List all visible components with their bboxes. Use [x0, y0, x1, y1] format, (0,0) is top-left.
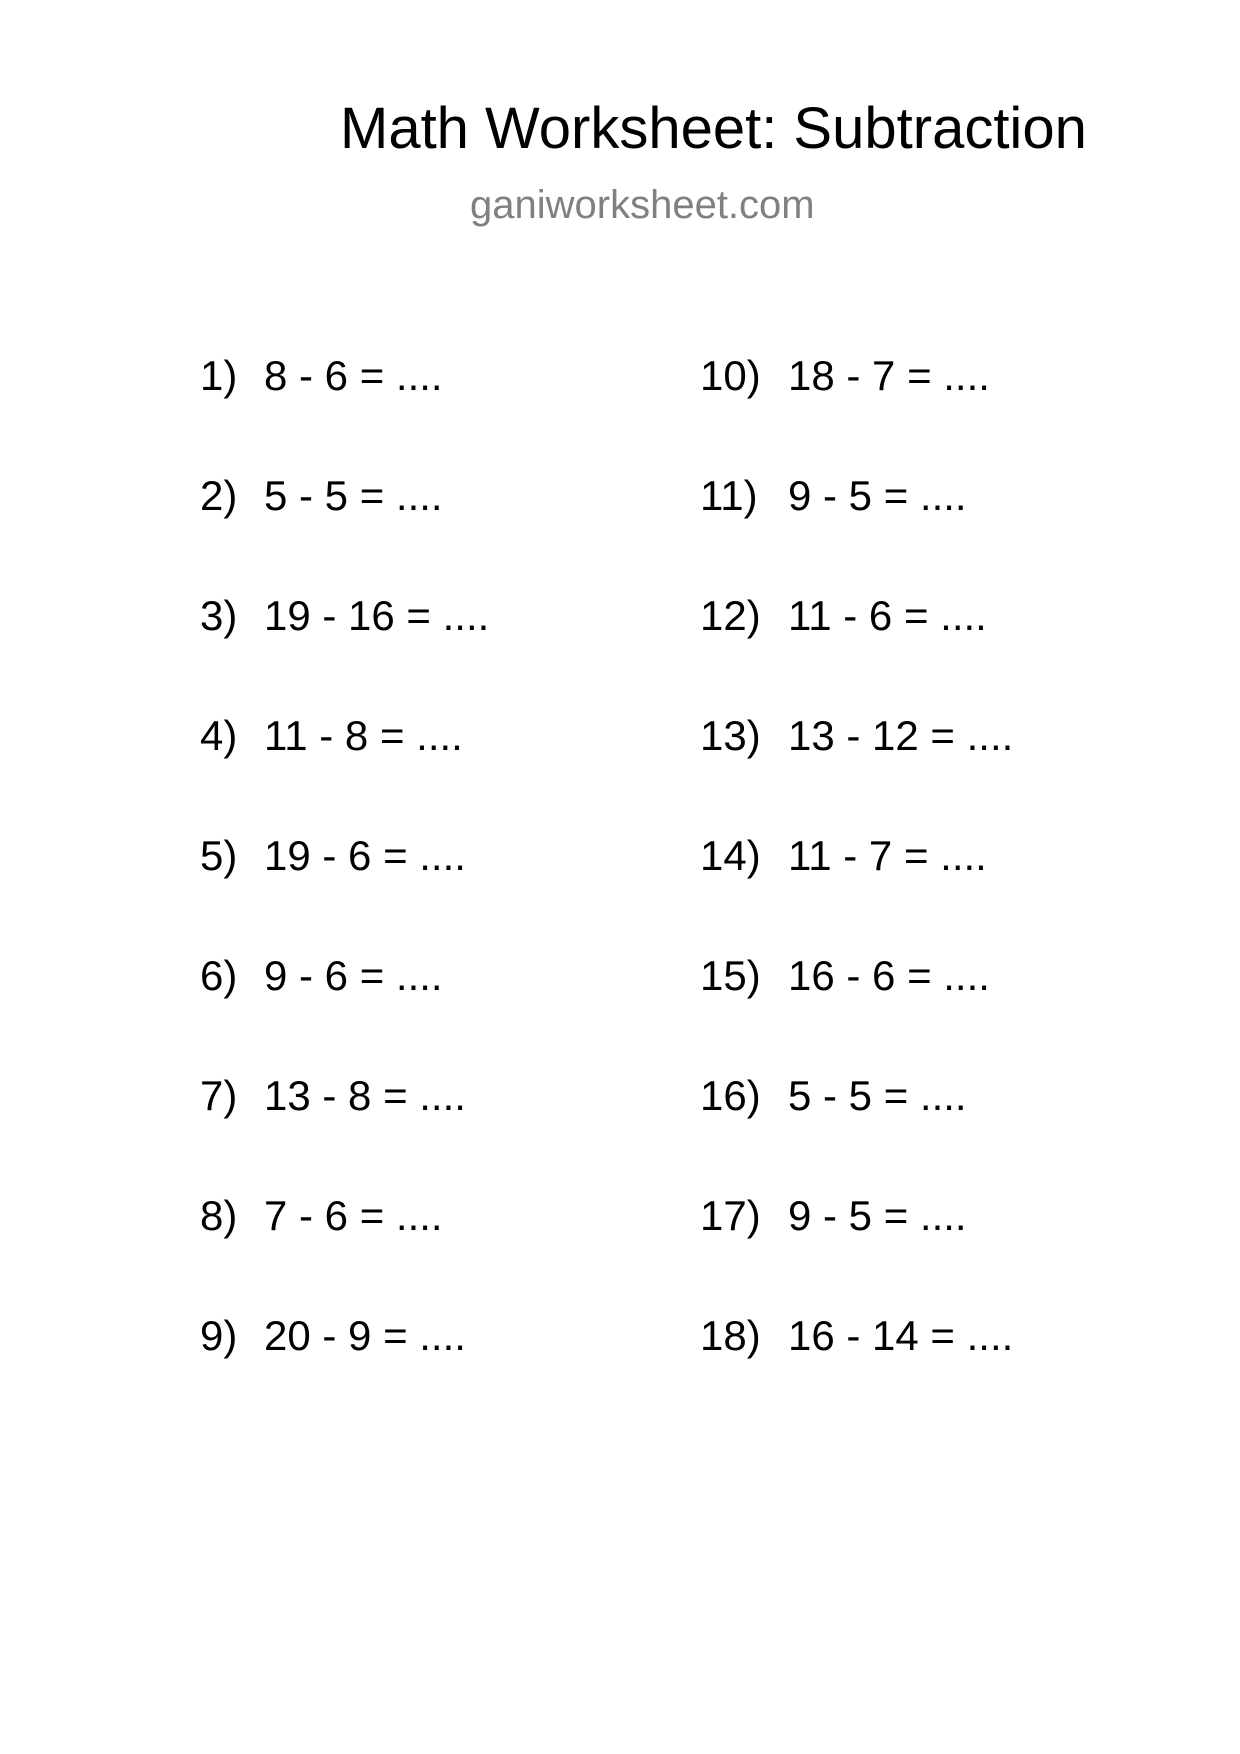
problem-expression: 16 - 14 = .... [788, 1312, 1014, 1359]
problem-column-right [700, 352, 1014, 1435]
problem-number: 12) [700, 592, 761, 639]
problem-expression: 11 - 7 = .... [788, 832, 987, 879]
problem-number: 4) [200, 712, 238, 759]
problem-item [200, 832, 489, 955]
problem-item [700, 952, 1013, 1075]
problem-number: 5) [200, 832, 238, 879]
problem-expression: 5 - 5 = .... [788, 1072, 967, 1119]
problem-number: 9) [200, 1312, 238, 1359]
problem-number: 16) [700, 1072, 761, 1119]
problem-item [200, 952, 489, 1075]
problem-number: 14) [700, 832, 761, 879]
problem-expression: 20 - 9 = .... [264, 1312, 466, 1359]
problem-number: 6) [200, 952, 238, 999]
problem-expression: 18 - 7 = .... [788, 352, 990, 399]
problem-expression: 11 - 6 = .... [788, 592, 987, 639]
problem-number: 7) [200, 1072, 238, 1119]
problem-number: 8) [200, 1192, 238, 1239]
problem-expression: 8 - 6 = .... [264, 352, 443, 399]
problem-item [700, 1072, 1013, 1195]
problem-number: 11) [700, 472, 758, 519]
problem-number: 17) [700, 1192, 761, 1239]
problem-item [200, 1312, 489, 1435]
problem-item [200, 712, 489, 835]
problem-expression: 7 - 6 = .... [264, 1192, 443, 1239]
page-title: Math Worksheet: Subtraction [340, 96, 1087, 161]
problem-item [200, 352, 489, 475]
problem-expression: 19 - 16 = .... [264, 592, 490, 639]
problem-column-left [200, 352, 490, 1435]
problem-number: 10) [700, 352, 761, 399]
problem-item [700, 472, 1013, 595]
problem-item [200, 1192, 489, 1315]
problem-number: 13) [700, 712, 761, 759]
problem-item [700, 352, 1013, 475]
problem-expression: 5 - 5 = .... [264, 472, 443, 519]
problem-item [700, 592, 1013, 715]
problem-expression: 9 - 6 = .... [264, 952, 443, 999]
problem-expression: 11 - 8 = .... [264, 712, 463, 759]
problem-item [700, 832, 1013, 955]
problem-item [700, 712, 1014, 835]
site-name: ganiworksheet.com [470, 183, 815, 227]
problem-number: 2) [200, 472, 238, 519]
problem-number: 15) [700, 952, 761, 999]
problem-expression: 19 - 6 = .... [264, 832, 466, 879]
problem-expression: 16 - 6 = .... [788, 952, 990, 999]
problem-expression: 9 - 5 = .... [788, 472, 967, 519]
problem-expression: 13 - 8 = .... [264, 1072, 466, 1119]
problem-expression: 13 - 12 = .... [788, 712, 1014, 759]
problem-item [700, 1312, 1014, 1435]
problem-item [700, 1192, 1013, 1315]
problem-expression: 9 - 5 = .... [788, 1192, 967, 1239]
problem-number: 3) [200, 592, 238, 639]
problem-number: 1) [200, 352, 238, 399]
problem-item [200, 1072, 489, 1195]
problem-item [200, 472, 489, 595]
problem-item [200, 592, 490, 715]
problem-number: 18) [700, 1312, 761, 1359]
